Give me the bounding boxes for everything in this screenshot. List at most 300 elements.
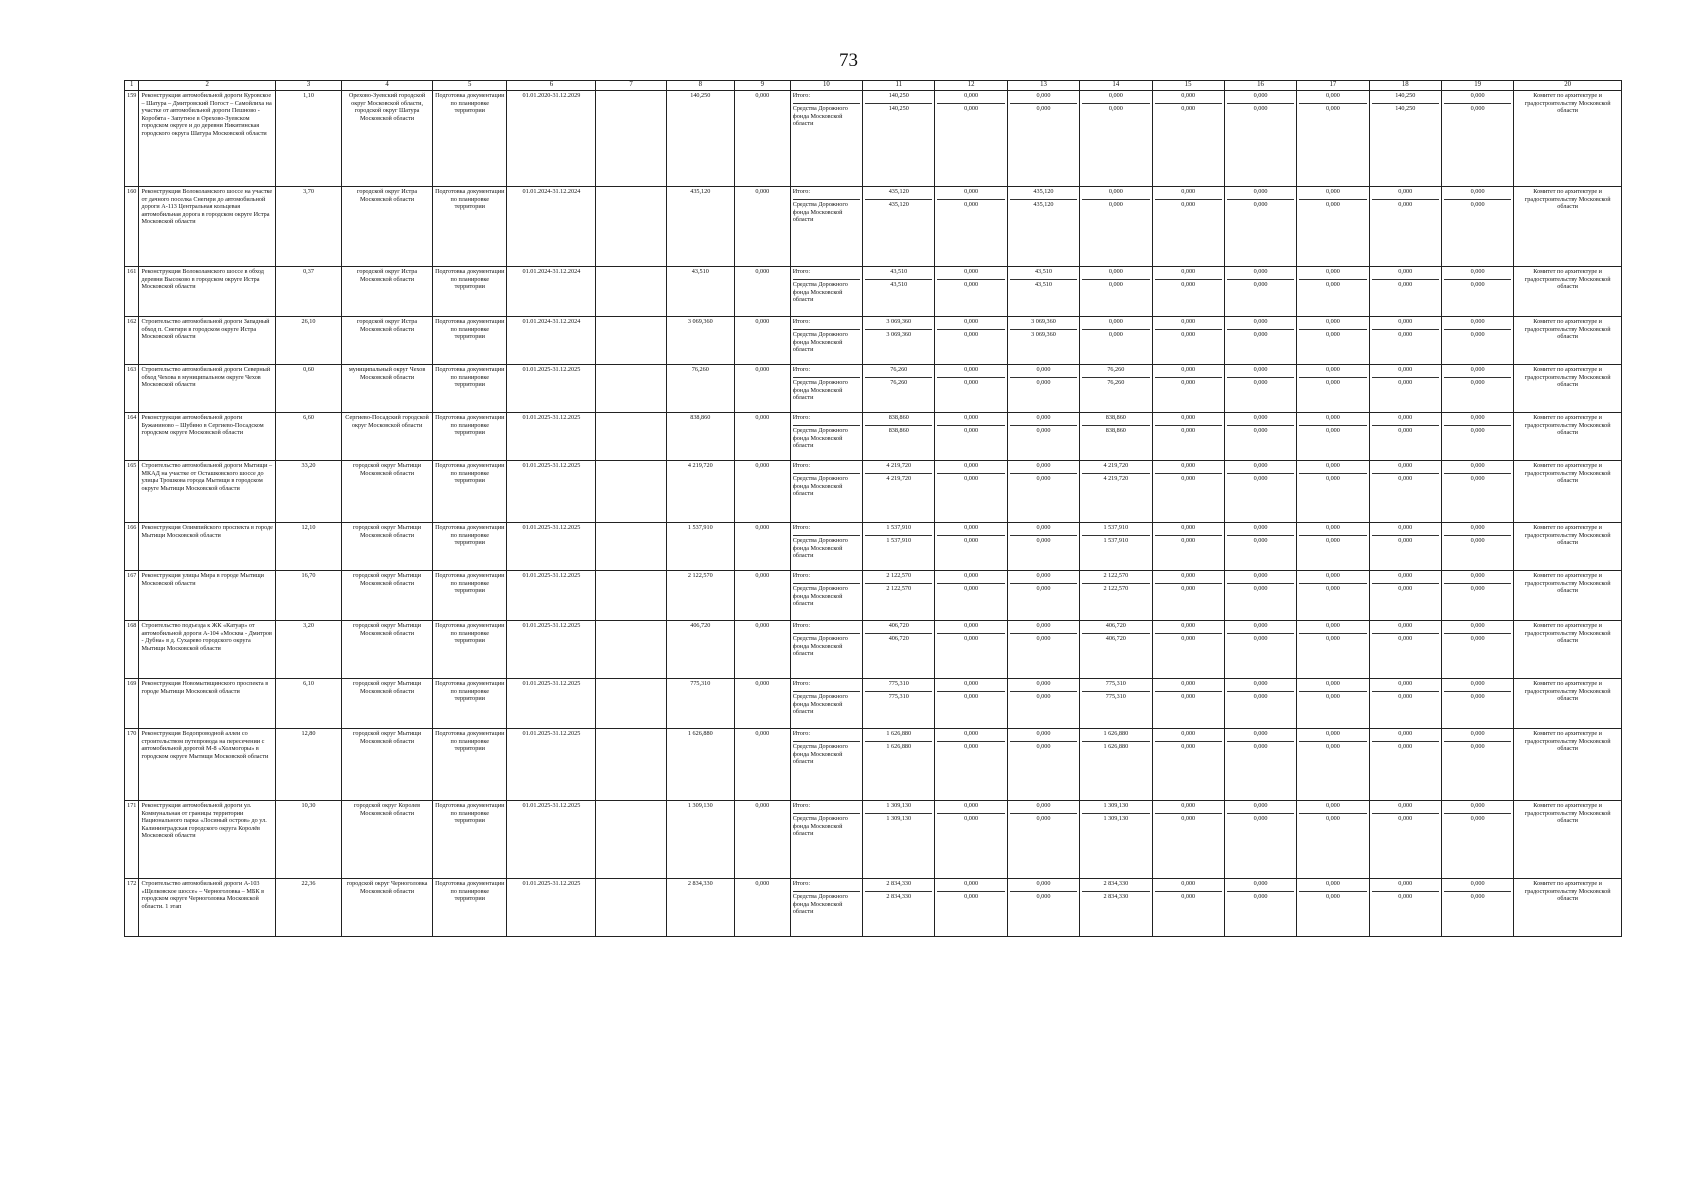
amount-total: 0,000 — [1372, 802, 1439, 814]
financing-sources — [790, 523, 862, 571]
fin-total-label: Итого: — [793, 622, 860, 634]
object-name: Строительство автомобильной дороги А-103 «Щелковское шоссе» – Черноголовка – МБК в городском округе Черноголовка Московской области. 1 этап — [139, 879, 275, 937]
amount-18 — [1369, 679, 1441, 729]
amount-total: 0,000 — [1227, 318, 1294, 330]
amount-total: 0,000 — [1155, 680, 1222, 692]
object-name: Реконструкция Новомытищинского проспекта в городе Мытищи Московской области — [139, 679, 275, 729]
amount-15 — [1152, 267, 1224, 317]
amount-road-fund: 0,000 — [964, 635, 979, 642]
amount-total: 0,000 — [1227, 414, 1294, 426]
amount-total: 406,720 — [1082, 622, 1149, 634]
amount-road-fund: 140,250 — [888, 105, 909, 112]
work-stage: Подготовка документации по планировке территории — [433, 571, 507, 621]
amount-19 — [1441, 523, 1513, 571]
period: 01.01.2025-31.12.2025 — [507, 729, 596, 801]
amount-17 — [1297, 187, 1369, 267]
amount-total: 435,120 — [865, 188, 932, 200]
amount-total: 0,000 — [1227, 680, 1294, 692]
amount-11 — [863, 729, 935, 801]
amount-total: 0,000 — [1155, 524, 1222, 536]
object-name: Реконструкция Волоколамского шоссе в обход деревни Высоково в городском округе Истра Московской области — [139, 267, 275, 317]
financed: 0,000 — [734, 729, 790, 801]
amount-19 — [1441, 317, 1513, 365]
amount-15 — [1152, 317, 1224, 365]
row-number: 164 — [125, 413, 139, 461]
amount-road-fund: 0,000 — [1181, 693, 1196, 700]
amount-total: 0,000 — [1372, 730, 1439, 742]
period: 01.01.2024-31.12.2024 — [507, 317, 596, 365]
fin-total-label: Итого: — [793, 524, 860, 536]
amount-total: 1 626,880 — [865, 730, 932, 742]
column-header-7: 7 — [596, 81, 666, 91]
amount-16 — [1224, 187, 1296, 267]
amount-road-fund: 0,000 — [1036, 635, 1051, 642]
column-header-13: 13 — [1007, 81, 1079, 91]
amount-13 — [1007, 679, 1079, 729]
amount-total: 1 626,880 — [1082, 730, 1149, 742]
location: Сергиево-Посадский городской округ Московской области — [342, 413, 433, 461]
amount-road-fund: 2 834,330 — [886, 893, 912, 900]
executor: Комитет по архитектуре и градостроительству Московской области — [1514, 879, 1622, 937]
financing-sources — [790, 365, 862, 413]
amount-road-fund: 0,000 — [1253, 379, 1268, 386]
fin-total-label: Итого: — [793, 268, 860, 280]
amount-total: 3 069,360 — [1010, 318, 1077, 330]
period: 01.01.2024-31.12.2024 — [507, 267, 596, 317]
table-row — [125, 413, 1622, 461]
financed: 0,000 — [734, 461, 790, 523]
amount-16 — [1224, 801, 1296, 879]
amount-total: 1 309,130 — [865, 802, 932, 814]
amount-road-fund: 0,000 — [1036, 893, 1051, 900]
amount-road-fund: 0,000 — [1398, 743, 1413, 750]
column-header-19: 19 — [1441, 81, 1513, 91]
amount-total: 0,000 — [1299, 730, 1366, 742]
amount-total: 76,260 — [1082, 366, 1149, 378]
amount-total: 0,000 — [1299, 462, 1366, 474]
amount-total: 0,000 — [1155, 622, 1222, 634]
col-7 — [596, 571, 666, 621]
amount-total: 0,000 — [937, 318, 1004, 330]
financing-sources — [790, 679, 862, 729]
amount-14 — [1080, 571, 1152, 621]
amount-13 — [1007, 267, 1079, 317]
length-km: 26,10 — [275, 317, 341, 365]
amount-road-fund: 0,000 — [964, 815, 979, 822]
amount-15 — [1152, 679, 1224, 729]
amount-road-fund: 0,000 — [1108, 281, 1123, 288]
fin-total-label: Итого: — [793, 462, 860, 474]
amount-12 — [935, 365, 1007, 413]
work-stage: Подготовка документации по планировке территории — [433, 621, 507, 679]
amount-15 — [1152, 879, 1224, 937]
amount-total: 0,000 — [1155, 268, 1222, 280]
col-7 — [596, 91, 666, 187]
length-km: 1,10 — [275, 91, 341, 187]
amount-total: 0,000 — [1299, 366, 1366, 378]
amount-total: 4 219,720 — [1082, 462, 1149, 474]
amount-road-fund: 2 122,570 — [1103, 585, 1129, 592]
amount-12 — [935, 461, 1007, 523]
financing-sources — [790, 621, 862, 679]
location: Орехово-Зуевский городской округ Московской области, городской округ Шатура Московской области — [342, 91, 433, 187]
length-km: 0,60 — [275, 365, 341, 413]
amount-total: 76,260 — [865, 366, 932, 378]
amount-total: 0,000 — [1155, 414, 1222, 426]
amount-11 — [863, 413, 935, 461]
location: городской округ Мытищи Московской области — [342, 729, 433, 801]
amount-total: 0,000 — [1372, 462, 1439, 474]
amount-12 — [935, 679, 1007, 729]
amount-11 — [863, 317, 935, 365]
object-name: Строительство автомобильной дороги Северный обход Чехова в муниципальном округе Чехов Московской области — [139, 365, 275, 413]
amount-road-fund: 3 069,360 — [886, 331, 912, 338]
amount-total: 0,000 — [1372, 268, 1439, 280]
amount-16 — [1224, 267, 1296, 317]
length-km: 12,80 — [275, 729, 341, 801]
work-stage: Подготовка документации по планировке территории — [433, 461, 507, 523]
period: 01.01.2025-31.12.2025 — [507, 461, 596, 523]
amount-14 — [1080, 729, 1152, 801]
amount-total: 0,000 — [1299, 92, 1366, 104]
amount-road-fund: 0,000 — [964, 743, 979, 750]
length-km: 10,30 — [275, 801, 341, 879]
amount-road-fund: 0,000 — [1181, 893, 1196, 900]
amount-road-fund: 0,000 — [964, 379, 979, 386]
executor: Комитет по архитектуре и градостроительству Московской области — [1514, 413, 1622, 461]
financed: 0,000 — [734, 523, 790, 571]
amount-18 — [1369, 523, 1441, 571]
amount-total: 0,000 — [1444, 92, 1511, 104]
amount-road-fund: 0,000 — [1253, 815, 1268, 822]
amount-road-fund: 2 122,570 — [886, 585, 912, 592]
table-row — [125, 523, 1622, 571]
fin-total-label: Итого: — [793, 730, 860, 742]
amount-total: 0,000 — [1299, 524, 1366, 536]
fin-total-label: Итого: — [793, 92, 860, 104]
amount-road-fund: 0,000 — [1253, 635, 1268, 642]
amount-total: 43,510 — [865, 268, 932, 280]
table-row — [125, 461, 1622, 523]
amount-total: 2 834,330 — [865, 880, 932, 892]
amount-road-fund: 435,120 — [1033, 201, 1054, 208]
amount-15 — [1152, 729, 1224, 801]
amount-road-fund: 0,000 — [1253, 201, 1268, 208]
amount-road-fund: 0,000 — [964, 537, 979, 544]
amount-12 — [935, 729, 1007, 801]
amount-14 — [1080, 461, 1152, 523]
amount-road-fund: 0,000 — [1398, 815, 1413, 822]
cost: 838,860 — [666, 413, 734, 461]
table-row — [125, 621, 1622, 679]
amount-road-fund: 0,000 — [1470, 331, 1485, 338]
amount-road-fund: 1 309,130 — [886, 815, 912, 822]
amount-11 — [863, 91, 935, 187]
amount-18 — [1369, 621, 1441, 679]
amount-total: 0,000 — [1372, 318, 1439, 330]
amount-road-fund: 0,000 — [1108, 201, 1123, 208]
column-header-3: 3 — [275, 81, 341, 91]
amount-road-fund: 2 834,330 — [1103, 893, 1129, 900]
fin-source-label: Средства Дорожного фонда Московской области — [792, 281, 848, 304]
amount-total: 0,000 — [937, 268, 1004, 280]
amount-road-fund: 0,000 — [1470, 585, 1485, 592]
amount-18 — [1369, 801, 1441, 879]
amount-total: 0,000 — [1299, 188, 1366, 200]
amount-total: 0,000 — [1444, 318, 1511, 330]
length-km: 3,70 — [275, 187, 341, 267]
amount-total: 0,000 — [937, 572, 1004, 584]
amount-19 — [1441, 413, 1513, 461]
amount-14 — [1080, 523, 1152, 571]
financing-sources — [790, 187, 862, 267]
amount-road-fund: 0,000 — [964, 201, 979, 208]
fin-source-label: Средства Дорожного фонда Московской области — [792, 635, 848, 658]
amount-road-fund: 0,000 — [1470, 201, 1485, 208]
amount-road-fund: 0,000 — [1325, 743, 1340, 750]
amount-total: 0,000 — [1010, 802, 1077, 814]
amount-road-fund: 0,000 — [1398, 693, 1413, 700]
amount-total: 0,000 — [1227, 524, 1294, 536]
financed: 0,000 — [734, 267, 790, 317]
fin-source-label: Средства Дорожного фонда Московской области — [792, 815, 848, 838]
executor: Комитет по архитектуре и градостроительству Московской области — [1514, 729, 1622, 801]
amount-total: 0,000 — [937, 366, 1004, 378]
executor: Комитет по архитектуре и градостроительству Московской области — [1514, 317, 1622, 365]
amount-road-fund: 406,720 — [1105, 635, 1126, 642]
work-stage: Подготовка документации по планировке территории — [433, 729, 507, 801]
amount-19 — [1441, 621, 1513, 679]
length-km: 0,37 — [275, 267, 341, 317]
amount-total: 0,000 — [1444, 730, 1511, 742]
amount-road-fund: 0,000 — [1181, 635, 1196, 642]
amount-12 — [935, 413, 1007, 461]
financed: 0,000 — [734, 679, 790, 729]
executor: Комитет по архитектуре и градостроительству Московской области — [1514, 621, 1622, 679]
amount-road-fund: 0,000 — [1036, 585, 1051, 592]
amount-road-fund: 76,260 — [1107, 379, 1125, 386]
amount-total: 0,000 — [1010, 414, 1077, 426]
amount-road-fund: 1 537,910 — [886, 537, 912, 544]
amount-total: 0,000 — [937, 414, 1004, 426]
amount-19 — [1441, 729, 1513, 801]
length-km: 22,36 — [275, 879, 341, 937]
amount-19 — [1441, 187, 1513, 267]
amount-road-fund: 0,000 — [1398, 635, 1413, 642]
amount-total: 0,000 — [1082, 92, 1149, 104]
location: городской округ Истра Московской области — [342, 317, 433, 365]
amount-total: 0,000 — [1444, 572, 1511, 584]
fin-total-label: Итого: — [793, 680, 860, 692]
work-stage: Подготовка документации по планировке территории — [433, 91, 507, 187]
period: 01.01.2025-31.12.2025 — [507, 523, 596, 571]
column-header-9: 9 — [734, 81, 790, 91]
amount-road-fund: 0,000 — [1470, 281, 1485, 288]
amount-18 — [1369, 267, 1441, 317]
amount-road-fund: 0,000 — [1181, 475, 1196, 482]
period: 01.01.2025-31.12.2025 — [507, 679, 596, 729]
financing-sources — [790, 729, 862, 801]
period: 01.01.2025-31.12.2025 — [507, 413, 596, 461]
location: городской округ Мытищи Московской области — [342, 523, 433, 571]
amount-total: 0,000 — [1227, 366, 1294, 378]
work-stage: Подготовка документации по планировке территории — [433, 317, 507, 365]
col-7 — [596, 523, 666, 571]
amount-total: 0,000 — [1155, 802, 1222, 814]
amount-total: 0,000 — [1444, 880, 1511, 892]
amount-total: 0,000 — [1299, 318, 1366, 330]
amount-14 — [1080, 621, 1152, 679]
financed: 0,000 — [734, 801, 790, 879]
amount-11 — [863, 267, 935, 317]
amount-road-fund: 0,000 — [1325, 201, 1340, 208]
column-header-18: 18 — [1369, 81, 1441, 91]
amount-total: 775,310 — [1082, 680, 1149, 692]
financed: 0,000 — [734, 621, 790, 679]
amount-total: 0,000 — [1299, 802, 1366, 814]
amount-total: 3 069,360 — [865, 318, 932, 330]
amount-total: 0,000 — [937, 524, 1004, 536]
cost: 1 626,880 — [666, 729, 734, 801]
amount-road-fund: 0,000 — [1398, 201, 1413, 208]
table-row — [125, 571, 1622, 621]
amount-total: 0,000 — [1155, 92, 1222, 104]
length-km: 12,10 — [275, 523, 341, 571]
location: муниципальный округ Чехов Московской области — [342, 365, 433, 413]
table-row — [125, 317, 1622, 365]
amount-road-fund: 0,000 — [1470, 105, 1485, 112]
amount-total: 0,000 — [1227, 572, 1294, 584]
amount-road-fund: 0,000 — [1036, 537, 1051, 544]
location: городской округ Мытищи Московской области — [342, 621, 433, 679]
cost: 406,720 — [666, 621, 734, 679]
length-km: 16,70 — [275, 571, 341, 621]
amount-total: 0,000 — [1227, 462, 1294, 474]
amount-13 — [1007, 461, 1079, 523]
amount-total: 0,000 — [1372, 524, 1439, 536]
amount-road-fund: 0,000 — [964, 585, 979, 592]
cost: 2 122,570 — [666, 571, 734, 621]
amount-total: 0,000 — [1010, 462, 1077, 474]
amount-total: 0,000 — [937, 462, 1004, 474]
amount-road-fund: 3 069,360 — [1031, 331, 1056, 338]
fin-source-label: Средства Дорожного фонда Московской области — [792, 427, 848, 450]
amount-road-fund: 0,000 — [1181, 281, 1196, 288]
table-row — [125, 729, 1622, 801]
amount-16 — [1224, 571, 1296, 621]
table-row — [125, 365, 1622, 413]
amount-total: 0,000 — [1299, 622, 1366, 634]
table-row — [125, 91, 1622, 187]
amount-total: 838,860 — [865, 414, 932, 426]
amount-road-fund: 0,000 — [1398, 281, 1413, 288]
column-number-header-row — [125, 81, 1622, 91]
amount-total: 0,000 — [1299, 680, 1366, 692]
executor: Комитет по архитектуре и градостроительству Московской области — [1514, 187, 1622, 267]
amount-road-fund: 0,000 — [1470, 893, 1485, 900]
amount-18 — [1369, 365, 1441, 413]
amount-road-fund: 0,000 — [1253, 427, 1268, 434]
amount-16 — [1224, 413, 1296, 461]
location: городской округ Мытищи Московской области — [342, 679, 433, 729]
work-stage: Подготовка документации по планировке территории — [433, 679, 507, 729]
row-number: 172 — [125, 879, 139, 937]
amount-road-fund: 0,000 — [1181, 105, 1196, 112]
amount-road-fund: 43,510 — [1034, 281, 1052, 288]
financing-sources — [790, 317, 862, 365]
amount-13 — [1007, 365, 1079, 413]
amount-road-fund: 0,000 — [1325, 281, 1340, 288]
financed: 0,000 — [734, 91, 790, 187]
amount-total: 0,000 — [1010, 92, 1077, 104]
object-name: Реконструкция Олимпийского проспекта в городе Мытищи Московской области — [139, 523, 275, 571]
column-header-1: 1 — [125, 81, 139, 91]
amount-11 — [863, 571, 935, 621]
col-7 — [596, 365, 666, 413]
table-row — [125, 679, 1622, 729]
col-7 — [596, 801, 666, 879]
row-number: 162 — [125, 317, 139, 365]
column-header-15: 15 — [1152, 81, 1224, 91]
amount-road-fund: 0,000 — [1181, 201, 1196, 208]
amount-19 — [1441, 879, 1513, 937]
cost: 43,510 — [666, 267, 734, 317]
amount-15 — [1152, 365, 1224, 413]
amount-17 — [1297, 91, 1369, 187]
table-row — [125, 187, 1622, 267]
amount-road-fund: 4 219,720 — [1103, 475, 1129, 482]
amount-road-fund: 0,000 — [1181, 815, 1196, 822]
amount-total: 0,000 — [1444, 414, 1511, 426]
amount-19 — [1441, 91, 1513, 187]
amount-total: 0,000 — [1227, 802, 1294, 814]
column-header-11: 11 — [863, 81, 935, 91]
amount-road-fund: 0,000 — [1398, 331, 1413, 338]
amount-total: 0,000 — [1155, 318, 1222, 330]
location: городской округ Истра Московской области — [342, 187, 433, 267]
amount-road-fund: 0,000 — [1253, 743, 1268, 750]
fin-total-label: Итого: — [793, 318, 860, 330]
amount-total: 0,000 — [1010, 572, 1077, 584]
period: 01.01.2025-31.12.2025 — [507, 801, 596, 879]
col-7 — [596, 879, 666, 937]
amount-road-fund: 0,000 — [1325, 585, 1340, 592]
amount-road-fund: 0,000 — [964, 281, 979, 288]
amount-road-fund: 0,000 — [1398, 537, 1413, 544]
amount-total: 0,000 — [1082, 318, 1149, 330]
amount-total: 0,000 — [937, 730, 1004, 742]
col-7 — [596, 621, 666, 679]
amount-11 — [863, 621, 935, 679]
amount-17 — [1297, 571, 1369, 621]
work-stage: Подготовка документации по планировке территории — [433, 267, 507, 317]
amount-19 — [1441, 267, 1513, 317]
work-stage: Подготовка документации по планировке территории — [433, 187, 507, 267]
amount-18 — [1369, 879, 1441, 937]
fin-source-label: Средства Дорожного фонда Московской области — [792, 893, 848, 916]
cost: 2 834,330 — [666, 879, 734, 937]
amount-road-fund: 0,000 — [1470, 693, 1485, 700]
amount-total: 0,000 — [1227, 92, 1294, 104]
amount-road-fund: 0,000 — [1325, 475, 1340, 482]
table-row — [125, 267, 1622, 317]
amount-total: 2 122,570 — [865, 572, 932, 584]
location: городской округ Мытищи Московской области — [342, 461, 433, 523]
fin-source-label: Средства Дорожного фонда Московской области — [792, 743, 848, 766]
object-name: Реконструкция улицы Мира в городе Мытищи Московской области — [139, 571, 275, 621]
amount-road-fund: 0,000 — [1108, 331, 1123, 338]
cost: 4 219,720 — [666, 461, 734, 523]
